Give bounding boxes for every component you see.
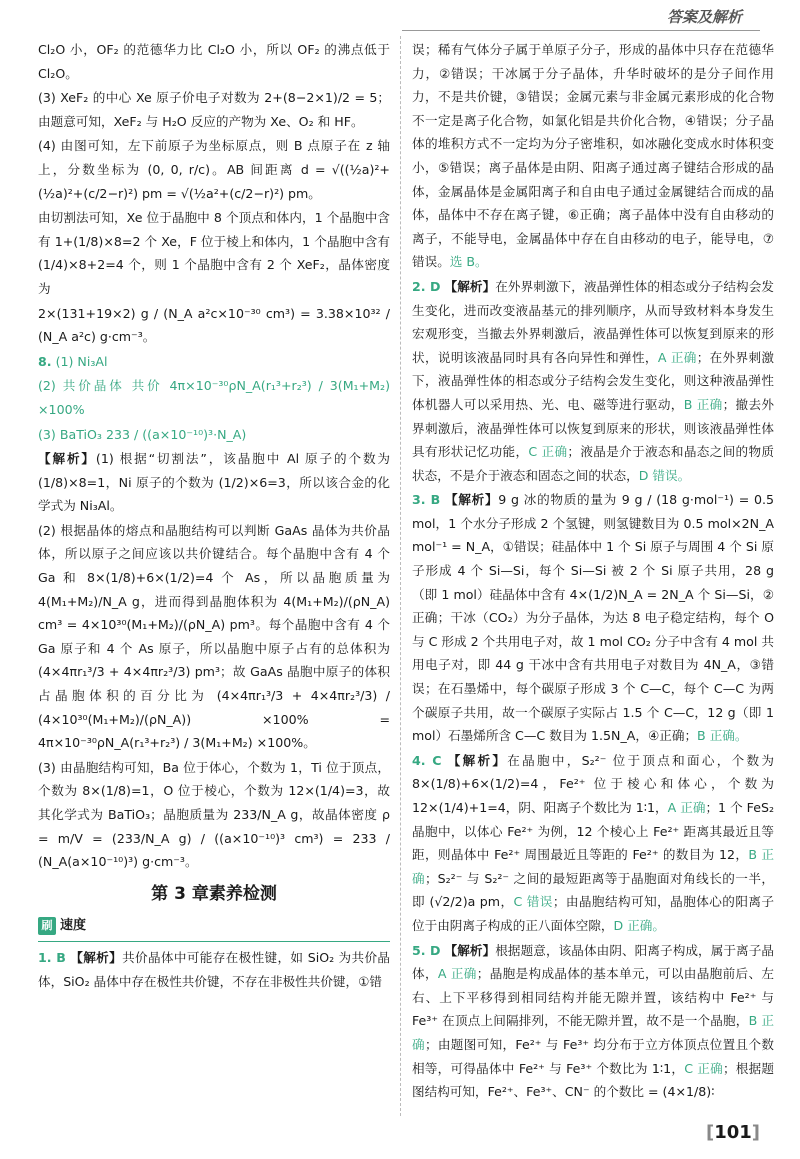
q1-answer: 选 B。: [449, 254, 488, 270]
speed-label: 速度: [60, 917, 87, 933]
q1-continued-text: 误；稀有气体分子属于单原子分子，形成的晶体中只存在范德华力，②错误；干冰属于分子晶体，升华时破坏的是分子间作用力，不是共价键，③错误；金属元素与非金属元素形成的化合物不一定是离子化合物，如氯化铝是共价化合物，④错误；分子晶体的堆积方式不一定均为分子密堆积，如冰融化变成水时体积变小，⑤错误；离子晶体是由阴、阳离子通过离子键结合形成的晶体，金属晶体是金属阳离子和自由电子通过金属键结合而成的晶体，晶体中不存在离子键，⑥正确；离子晶体中没有自由移动的离子，不能导电，金属晶体中存在自由移动的电子，能导电，⑦错误。: [412, 42, 774, 270]
brush-icon: 刷: [38, 917, 56, 935]
q4: [412, 749, 774, 938]
q8-answer-2: (2) 共价晶体 共价 4π×10⁻³⁰ρN_A(r₁³+r₂³) / 3(M₁+M₂) ×100%: [38, 378, 390, 417]
q5-c-verdict: C 正确: [684, 1060, 723, 1076]
q2-b: ；在外界刺激下，液晶弹性体的相态或分子结构会发生变化，则这种液晶弹性体机器人可以采用热、光、电、磁等进行驱动，: [412, 349, 775, 412]
q5-a-verdict: A 正确: [437, 966, 477, 982]
q3-number: 3. B: [412, 492, 441, 508]
q2-d-verdict: D 错误。: [638, 467, 691, 483]
q8-explain-1: [38, 447, 390, 518]
speed-rule: [38, 941, 390, 942]
q5-c: ；由题图可知，Fe²⁺ 与 Fe³⁺ 均分布于立方体顶点位置且个数相等，可得晶体中 Fe²⁺ 与 Fe³⁺ 个数比为 1∶1，: [412, 1036, 775, 1076]
q2-a: 在外界刺激下，液晶弹性体的相态或分子结构会发生变化，进而改变液晶基元的排列顺序，从而导致材料本身发生宏观形变，当撤去外界刺激后，液晶弹性体可以恢复到原来的形状，说明该液晶同时具有各向异性和弹性，: [412, 278, 775, 365]
q3-verdict: B 正确。: [697, 728, 748, 744]
q1-continued: [412, 38, 774, 274]
q2-a-verdict: A 正确: [657, 349, 697, 365]
q8-answers: [38, 350, 390, 374]
q4-b-verdict: B 正确: [412, 847, 774, 886]
q2-c: ；撤去外界刺激后，液晶弹性体可以恢复到原来的形状，则该液晶弹性体具有形状记忆功能，: [412, 396, 775, 460]
q4-d: ；由晶胞结构可知，晶胞体心的阳离子位于由阴离子构成的正八面体空隙，: [412, 894, 775, 933]
q4-a: 在晶胞中，S₂²⁻ 位于顶点和面心，个数为 8×(1/8)+6×(1/2)=4，Fe²⁺ 位于棱心和体心，个数为 12×(1/4)+1=4，阴、阳离子个数比为 1∶1，: [412, 752, 774, 815]
q3: [412, 488, 774, 748]
q3-tag: 【解析】: [444, 492, 499, 508]
q4-a-verdict: A 正确: [667, 800, 706, 815]
left-column: [38, 38, 390, 995]
q5-d: ；根据题图结构可知，Fe²⁺、Fe³⁺、CN⁻ 的个数比 = (4×1/8)∶: [412, 1060, 775, 1100]
page-number-value: 101: [714, 1122, 752, 1143]
header-title: 答案及解析: [666, 8, 742, 26]
q5-tag: 【解析】: [444, 942, 496, 958]
section-title: 第 3 章素养检测: [151, 883, 277, 904]
q2-b-verdict: B 正确: [683, 396, 723, 412]
q8-number: 8.: [38, 353, 52, 369]
q4-b: ；1 个 FeS₂ 晶胞中，以体心 Fe²⁺ 为例，12 个棱心上 Fe²⁺ 距离其最近且等距，则晶体中 Fe²⁺ 周围最近且等距的 Fe²⁺ 的数目为 12，: [412, 800, 775, 863]
q4-c-verdict: C 错误: [513, 894, 553, 910]
q5-number: 5. D: [412, 942, 441, 958]
q5-a: 根据题意，该晶体由阴、阳离子构成，属于离子晶体，: [412, 942, 775, 982]
q5-b-verdict: B 正确: [412, 1013, 774, 1052]
speed-heading: [38, 914, 86, 938]
right-column: [412, 38, 774, 1105]
q1-tag: 【解析】: [69, 950, 123, 966]
q8-explain-1-text: (1) 根据“切割法”，该晶胞中 Al 原子的个数为 (1/8)×8=1，Ni 原子的个数为 (1/2)×6=3，所以该合金的化学式为 Ni₃Al。: [38, 451, 391, 514]
q3-text: 9 g 冰的物质的量为 9 g / (18 g·mol⁻¹) = 0.5 mol，1 个水分子形成 2 个氢键，则氢键数目为 0.5 mol×2N_A mol⁻¹ = N_A，①错误；硅晶体中 1 个 Si 原子与周围 4 个 Si 原子形成 4 个 Si—Si，每个 Si—Si 被 2 个 Si 原子共用，28 g（即 1 mol）硅晶体中含有 4×(1/2)N_A = 2N_A 个 Si—Si，②正确；干冰（CO₂）为分子晶体，为达 8 电子稳定结构，每个 O 与 C 形成 2 个共用电子对，故 1 mol CO₂ 分子中含有 4 mol 共用电子对，即 44 g 干冰中含有共用电子对数目为 4N_A，③错误；在石墨烯中，每个碳原子形成 3 个 C—C，每个 C—C 为两个碳原子共用，故一个碳原子实际占 1.5 个 C—C，12 g（即 1 mol）石墨烯所含 C—C 数目为 1.5N_A，④正确；: [412, 492, 775, 744]
q4-number: 4. C: [412, 752, 442, 768]
left-p1: Cl₂O 小，OF₂ 的范德华力比 Cl₂O 小，所以 OF₂ 的沸点低于 Cl₂O。: [38, 42, 390, 81]
q1: [38, 946, 390, 993]
q2-c-verdict: C 正确: [528, 444, 568, 460]
q8-answer-3: (3) BaTiO₃ 233 / ((a×10⁻¹⁰)³·N_A): [38, 426, 247, 442]
left-p3: (4) 由图可知，左下前原子为坐标原点，则 B 点原子在 z 轴上，分数坐标为 (0, 0, r/c)。AB 间距离 d = √((½a)²+(½a)²+(c/2−r)²) pm = √(½a²+(c/2−r)²) pm。: [38, 138, 390, 201]
q5-b: ；晶胞是构成晶体的基本单元，可以由晶胞前后、左右、上下平移得到相同结构并能无隙并置，该结构中 Fe²⁺ 与 Fe³⁺ 在顶点上间隔排列，不能无隙并置，故不是一个晶胞，: [412, 966, 775, 1029]
page-number: [101]: [705, 1122, 760, 1143]
q5: [412, 939, 774, 1104]
q2: [412, 275, 774, 487]
q8-answer-1: (1) Ni₃Al: [55, 353, 108, 369]
header-rule: [402, 30, 760, 31]
q4-tag: 【解析】: [445, 752, 508, 768]
q4-d-verdict: D 正确。: [613, 917, 665, 933]
q8-explain-tag: 【解析】: [38, 451, 96, 467]
left-p2: (3) XeF₂ 的中心 Xe 原子价电子对数为 2+(8−2×1)/2 = 5；由题意可知，XeF₂ 与 H₂O 反应的产物为 Xe、O₂ 和 HF。: [38, 90, 390, 129]
q8-explain-2: (2) 根据晶体的熔点和晶胞结构可以判断 GaAs 晶体为共价晶体，所以原子之间应该以共价键结合。每个晶胞中含有 4 个 Ga 和 8×(1/8)+6×(1/2)=4 个 As，所以晶胞质量为 4(M₁+M₂)/N_A g，进而得到晶胞体积为 4(M₁+M₂)/(ρN_A) cm³ = 4×10³⁰(M₁+M₂)/(ρN_A) pm³。每个晶胞中含有 4 个 Ga 原子和 4 个 As 原子，所以晶胞中原子占有的总体积为 (4×4πr₁³/3 + 4×4πr₂³/3) pm³；故 GaAs 晶胞中原子的体积占晶胞体积的百分比为 (4×4πr₁³/3 + 4×4πr₂³/3) / (4×10³⁰(M₁+M₂)/(ρN_A)) ×100% = 4π×10⁻³⁰ρN_A(r₁³+r₂³) / 3(M₁+M₂) ×100%。: [38, 522, 390, 751]
q1-text: 共价晶体中可能存在极性键，如 SiO₂ 为共价晶体，SiO₂ 晶体中存在极性共价键，不存在非极性共价键，①错: [38, 950, 391, 989]
q4-c: ；S₂²⁻ 与 S₂²⁻ 之间的最短距离等于晶胞面对角线长的一半，即 (√2/2)a pm，: [412, 870, 774, 910]
q2-tag: 【解析】: [444, 278, 496, 294]
q2-number: 2. D: [412, 278, 441, 294]
q1-number: 1. B: [38, 950, 66, 966]
q2-d: ；液晶是介于液态和晶态之间的物质状态，不是介于液态和固态之间的状态，: [412, 444, 775, 483]
q8-explain-3: (3) 由晶胞结构可知，Ba 位于体心，个数为 1，Ti 位于顶点，个数为 8×(1/8)=1，O 位于棱心，个数为 12×(1/4)=3，故其化学式为 BaTiO₃；晶胞质量为 233/N_A g，故晶体密度 ρ = m/V = (233/N_A g) / ((a×10⁻¹⁰)³ cm³) = 233 / (N_A(a×10⁻¹⁰)³) g·cm⁻³。: [38, 759, 390, 870]
left-p5: 2×(131+19×2) g / (N_A a²c×10⁻³⁰ cm³) = 3.38×10³² / (N_A a²c) g·cm⁻³。: [38, 305, 390, 345]
column-divider: [400, 36, 401, 1116]
left-p4: 由切割法可知，Xe 位于晶胞中 8 个顶点和体内，1 个晶胞中含有 1+(1/8)×8=2 个 Xe，F 位于棱上和体内，1 个晶胞中含有 (1/4)×8+2=4 个，则 1 个晶胞中含有 2 个 XeF₂，晶体密度为: [38, 210, 390, 296]
